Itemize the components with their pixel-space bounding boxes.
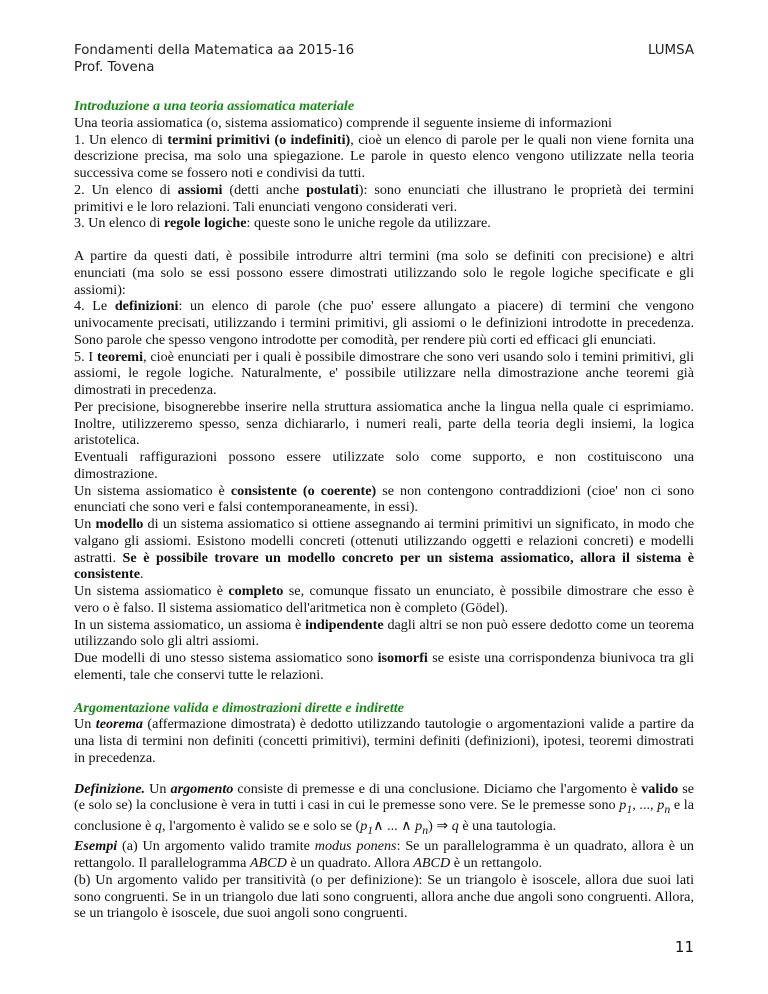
isomorphism-paragraph: Due modelli di uno stesso sistema assiomatico sono isomorfi se esiste una corrispondenza biunivoca tra gli elementi, tale che conservi tutte le relazioni. [74, 650, 694, 683]
section-title-argumentation: Argomentazione valida e dimostrazioni dirette e indirette [74, 699, 404, 716]
page-number: 11 [674, 938, 694, 956]
list-item-definitions: 4. Le definizioni: un elenco di parole (che puo' essere allungato a piacere) di termini che vengono univocamente precisati, utilizzando i termini primitivi, gli assiomi o le definizioni introdotte in precedenza. Sono parole che spesso vengono introdotte per comodità, per rendere più corti ed efficaci gli enunciati. [74, 298, 694, 348]
list-item-primitive-terms: 1. Un elenco di termini primitivi (o indefiniti), cioè un elenco di parole per le quali non viene fornita una descrizione precisa, ma solo una spiegazione. Le parole in questo elenco vengono utilizzate nella teoria successiva come se fossero noti e condivisi da tutti. [74, 131, 694, 181]
theorem-paragraph: Un teorema (affermazione dimostrata) è dedotto utilizzando tautologie o argomentazioni valide a partire da una lista di termini non definiti (concetti primitivi), termini definiti (definizioni), ipotesi, teoremi dimostrati in precedenza. [74, 716, 694, 766]
page-header [74, 42, 694, 76]
intro-paragraph: Una teoria assiomatica (o, sistema assiomatico) comprende il seguente insieme di informazioni [74, 114, 612, 131]
list-item-logic-rules: 3. Un elenco di regole logiche: queste sono le uniche regole da utilizzare. [74, 215, 491, 232]
section-title-intro: Introduzione a una teoria assiomatica materiale [74, 98, 355, 114]
independence-paragraph: In un sistema assiomatico, un assioma è indipendente dagli altri se non può essere dedotto come un teorema utilizzando solo gli altri assiomi. [74, 616, 694, 650]
list-item-axioms: 2. Un elenco di assiomi (detti anche postulati): sono enunciati che illustrano le proprietà dei termini primitivi e le loro relazioni. Tali enunciati vengono considerati veri. [74, 181, 694, 215]
model-paragraph: Un modello di un sistema assiomatico si ottiene assegnando ai termini primitivi un significato, in modo che valgano gli assiomi. Esistono modelli concreti (ottenuti utilizzando oggetti e relazioni concreti) e modelli astratti. Se è possibile trovare un modello concreto per un sistema assiomatico, allora il sistema è consistente. [74, 516, 694, 583]
completeness-paragraph: Un sistema assiomatico è completo se, comunque fissato un enunciato, è possibile dimostrare che esso è vero o è falso. Il sistema assiomatico dell'aritmetica non è completo (Gödel). [74, 583, 695, 616]
example-b-paragraph: (b) Un argomento valido per transitività (o per definizione): Se un triangolo è isoscele, allora due suoi lati sono congruenti. Se in un triangolo due lati sono congruenti, allora anche due angoli sono congruenti. Allora, se un triangolo è isoscele, due suoi angoli sono congruenti. [74, 871, 694, 922]
professor-name: Prof. Tovena [74, 60, 155, 75]
definition-paragraph: Definizione. Un argomento consiste di premesse e di una conclusione. Diciamo che l'argomento è valido se (e solo se) la conclusione è vera in tutti i casi in cui le premesse sono vere. Se le premesse sono $p_1$, ..., $p_n$ e la conclusione è q, l'argomento è valido se e solo se ($p_1\wedge$ ... ∧ $p_n$) ⇒ q è una tautologia. [74, 780, 694, 837]
figures-paragraph: Eventuali raffigurazioni possono essere utilizzate solo come supporto, e non costituiscono una dimostrazione. [74, 449, 694, 482]
course-title: Fondamenti della Matematica aa 2015-16 [74, 43, 355, 58]
university-name: LUMSA [647, 43, 694, 58]
consistency-paragraph: Un sistema assiomatico è consistente (o coerente) se non contengono contraddizioni (cioe' non ci sono enunciati che sono veri e falsi contemporaneamente, in essi). [74, 482, 695, 516]
list-item-theorems: 5. I teoremi, cioè enunciati per i quali è possibile dimostrare che sono veri usando solo i temini primitivi, gli assiomi, le regole logiche. Naturalmente, e' possibile utilizzare nella dimostrazione anche teoremi già dimostrati in precedenza. [74, 348, 695, 398]
precision-paragraph: Per precisione, bisognerebbe inserire nella struttura assiomatica anche la lingua nella quale ci esprimiamo. Inoltre, utilizzeremo spesso, senza dichiararlo, i numeri reali, parte della teoria degli insiemi, la logica aristotelica. [74, 398, 694, 449]
main-content [74, 98, 694, 922]
from-data-paragraph: A partire da questi dati, è possibile introdurre altri termini (ma solo se definiti con precisione) e altri enunciati (ma solo se essi possono essere dimostrati utilizzando solo le regole logiche specificate e gli assiomi): [74, 248, 694, 298]
example-a-paragraph: Esempi (a) Un argomento valido tramite modus ponens: Se un parallelogramma è un quadrato, allora è un rettangolo. Il parallelogramma ABCD è un quadrato. Allora ABCD è un rettangolo. [74, 838, 694, 872]
